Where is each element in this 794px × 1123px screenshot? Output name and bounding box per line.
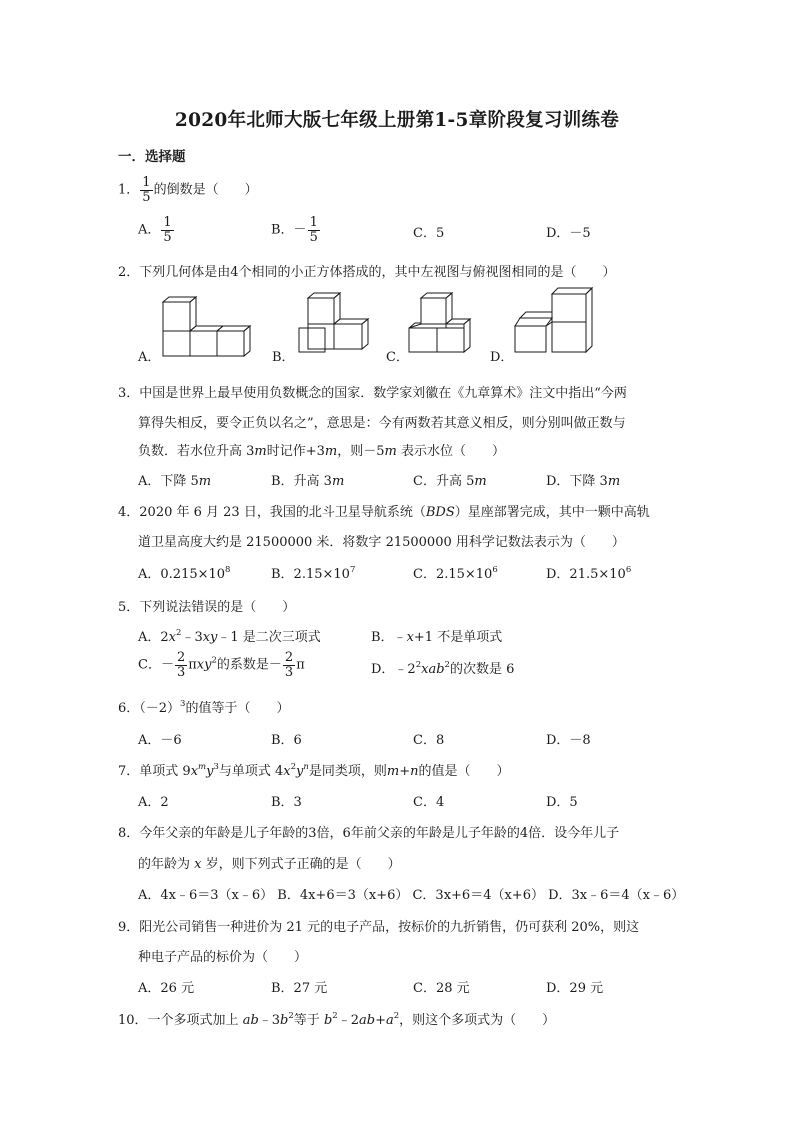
question-8-line-2: 的年龄为 x 岁，则下列式子正确的是（ ） — [138, 857, 401, 872]
q8-options[interactable]: A．4x﹣6＝3（x﹣6） B．4x+6＝3（x+6） C．3x+6＝4（x+6） D．3x﹣6＝4（x﹣6） — [138, 888, 685, 903]
q6-option-b[interactable]: B．6 — [271, 733, 302, 748]
q9-option-c[interactable]: C．28 元 — [413, 981, 470, 996]
q3-option-b[interactable]: B．升高 3m — [271, 474, 345, 489]
q2-option-d[interactable]: D． — [490, 350, 514, 365]
q7-option-c[interactable]: C．4 — [413, 795, 445, 810]
q7-option-a[interactable]: A．2 — [138, 795, 169, 810]
q1-option-b[interactable]: B．－ $\frac{1}{5}$ — [271, 215, 318, 245]
q1-option-d[interactable]: D．－5 — [546, 226, 591, 241]
q1-option-c[interactable]: C．5 — [413, 226, 445, 241]
q6-option-d[interactable]: D．－8 — [546, 733, 591, 748]
question-3-line-3: 负数．若水位升高 3m时记作+3m，则－5m 表示水位（ ） — [138, 444, 505, 459]
question-5-stem: 5．下列说法错误的是（ ） — [118, 600, 296, 615]
cube-figure-a — [160, 296, 260, 358]
q4-option-c[interactable]: C．$2.15\times 10^6$ — [413, 565, 498, 582]
q1-option-a[interactable]: A． $\frac{1}{5}$ — [138, 215, 172, 245]
question-3-line-2: 算得失相反，要令正负以名之”，意思是：今有两数若其意义相反，则分别叫做正数与 — [138, 416, 626, 431]
q9-option-b[interactable]: B．27 元 — [271, 981, 328, 996]
question-8-line-1: 8．今年父亲的年龄是儿子年龄的3倍，6年前父亲的年龄是儿子年龄的4倍．设今年儿子 — [118, 826, 620, 841]
question-2-stem: 2．下列几何体是由4个相同的小正方体搭成的，其中左视图与俯视图相同的是（ ） — [118, 265, 616, 280]
q9-option-d[interactable]: D．29 元 — [546, 981, 604, 996]
q3-option-d[interactable]: D．下降 3m — [546, 474, 621, 489]
q7-option-d[interactable]: D．5 — [546, 795, 578, 810]
question-6-stem: 6．$(-2)^3$的值等于（ ） — [118, 699, 290, 716]
fraction: $\frac{1}{5}$ — [142, 175, 151, 205]
cube-figure-d — [512, 286, 597, 354]
section-heading: 一．选择题 — [118, 149, 186, 165]
question-4-line-1: 4．2020 年 6 月 23 日，我国的北斗卫星导航系统（BDS）星座部署完成，其中一颗中高轨 — [118, 505, 650, 520]
question-10-stem: 10．一个多项式加上 $ab﹣3b^2$等于 $b^2﹣2ab+a^2$，则这个多项式为（ ） — [118, 1011, 556, 1028]
question-9-line-1: 9．阳光公司销售一种进价为 21 元的电子产品，按标价的九折销售，仍可获利 20%，则这 — [118, 920, 640, 935]
question-4-line-2: 道卫星高度大约是 21500000 米．将数字 21500000 用科学记数法表示为（ ） — [138, 535, 625, 550]
q2-option-a[interactable]: A． — [138, 350, 161, 365]
q9-option-a[interactable]: A．26 元 — [138, 981, 195, 996]
question-9-line-2: 种电子产品的标价为（ ） — [138, 950, 308, 965]
cube-figure-b — [296, 292, 376, 354]
q2-option-b[interactable]: B． — [272, 350, 295, 365]
q5-option-d[interactable]: D．$﹣2^2xab^2$的次数是 6 — [371, 660, 515, 677]
q4-option-d[interactable]: D．$21.5\times 10^6$ — [546, 565, 632, 582]
q5-option-a[interactable]: A．$2x^2﹣3xy﹣1$ 是二次三项式 — [138, 628, 321, 645]
q3-option-a[interactable]: A．下降 5m — [138, 474, 212, 489]
q2-option-c[interactable]: C． — [386, 350, 409, 365]
question-3-line-1: 3．中国是世界上最早使用负数概念的国家．数学家刘徽在《九章算术》注文中指出“今两 — [118, 386, 627, 401]
page-title: 2020年北师大版七年级上册第1-5章阶段复习训练卷 — [174, 110, 620, 131]
q4-option-a[interactable]: A．$0.215\times 10^8$ — [138, 565, 231, 582]
q4-option-b[interactable]: B．$2.15\times 10^7$ — [271, 565, 356, 582]
cube-figure-c — [406, 292, 476, 354]
q6-option-c[interactable]: C．8 — [413, 733, 445, 748]
q7-option-b[interactable]: B．3 — [271, 795, 302, 810]
q3-option-c[interactable]: C．升高 5m — [413, 474, 487, 489]
question-7-stem: 7．单项式 $9x^my^3$与单项式 $4x^2y^n$是同类项，则m+n的值是（ ） — [118, 762, 510, 779]
question-1-stem: 1． $\frac{1}{5}$ 的倒数是（ ） — [118, 175, 258, 205]
q5-option-c[interactable]: C．－ $\frac{2}{3}$ πxy$^2$的系数是－ $\frac{2}{3}$ π — [138, 650, 305, 680]
q6-option-a[interactable]: A．－6 — [138, 733, 182, 748]
q5-option-b[interactable]: B．﹣x+1 不是单项式 — [371, 630, 503, 645]
